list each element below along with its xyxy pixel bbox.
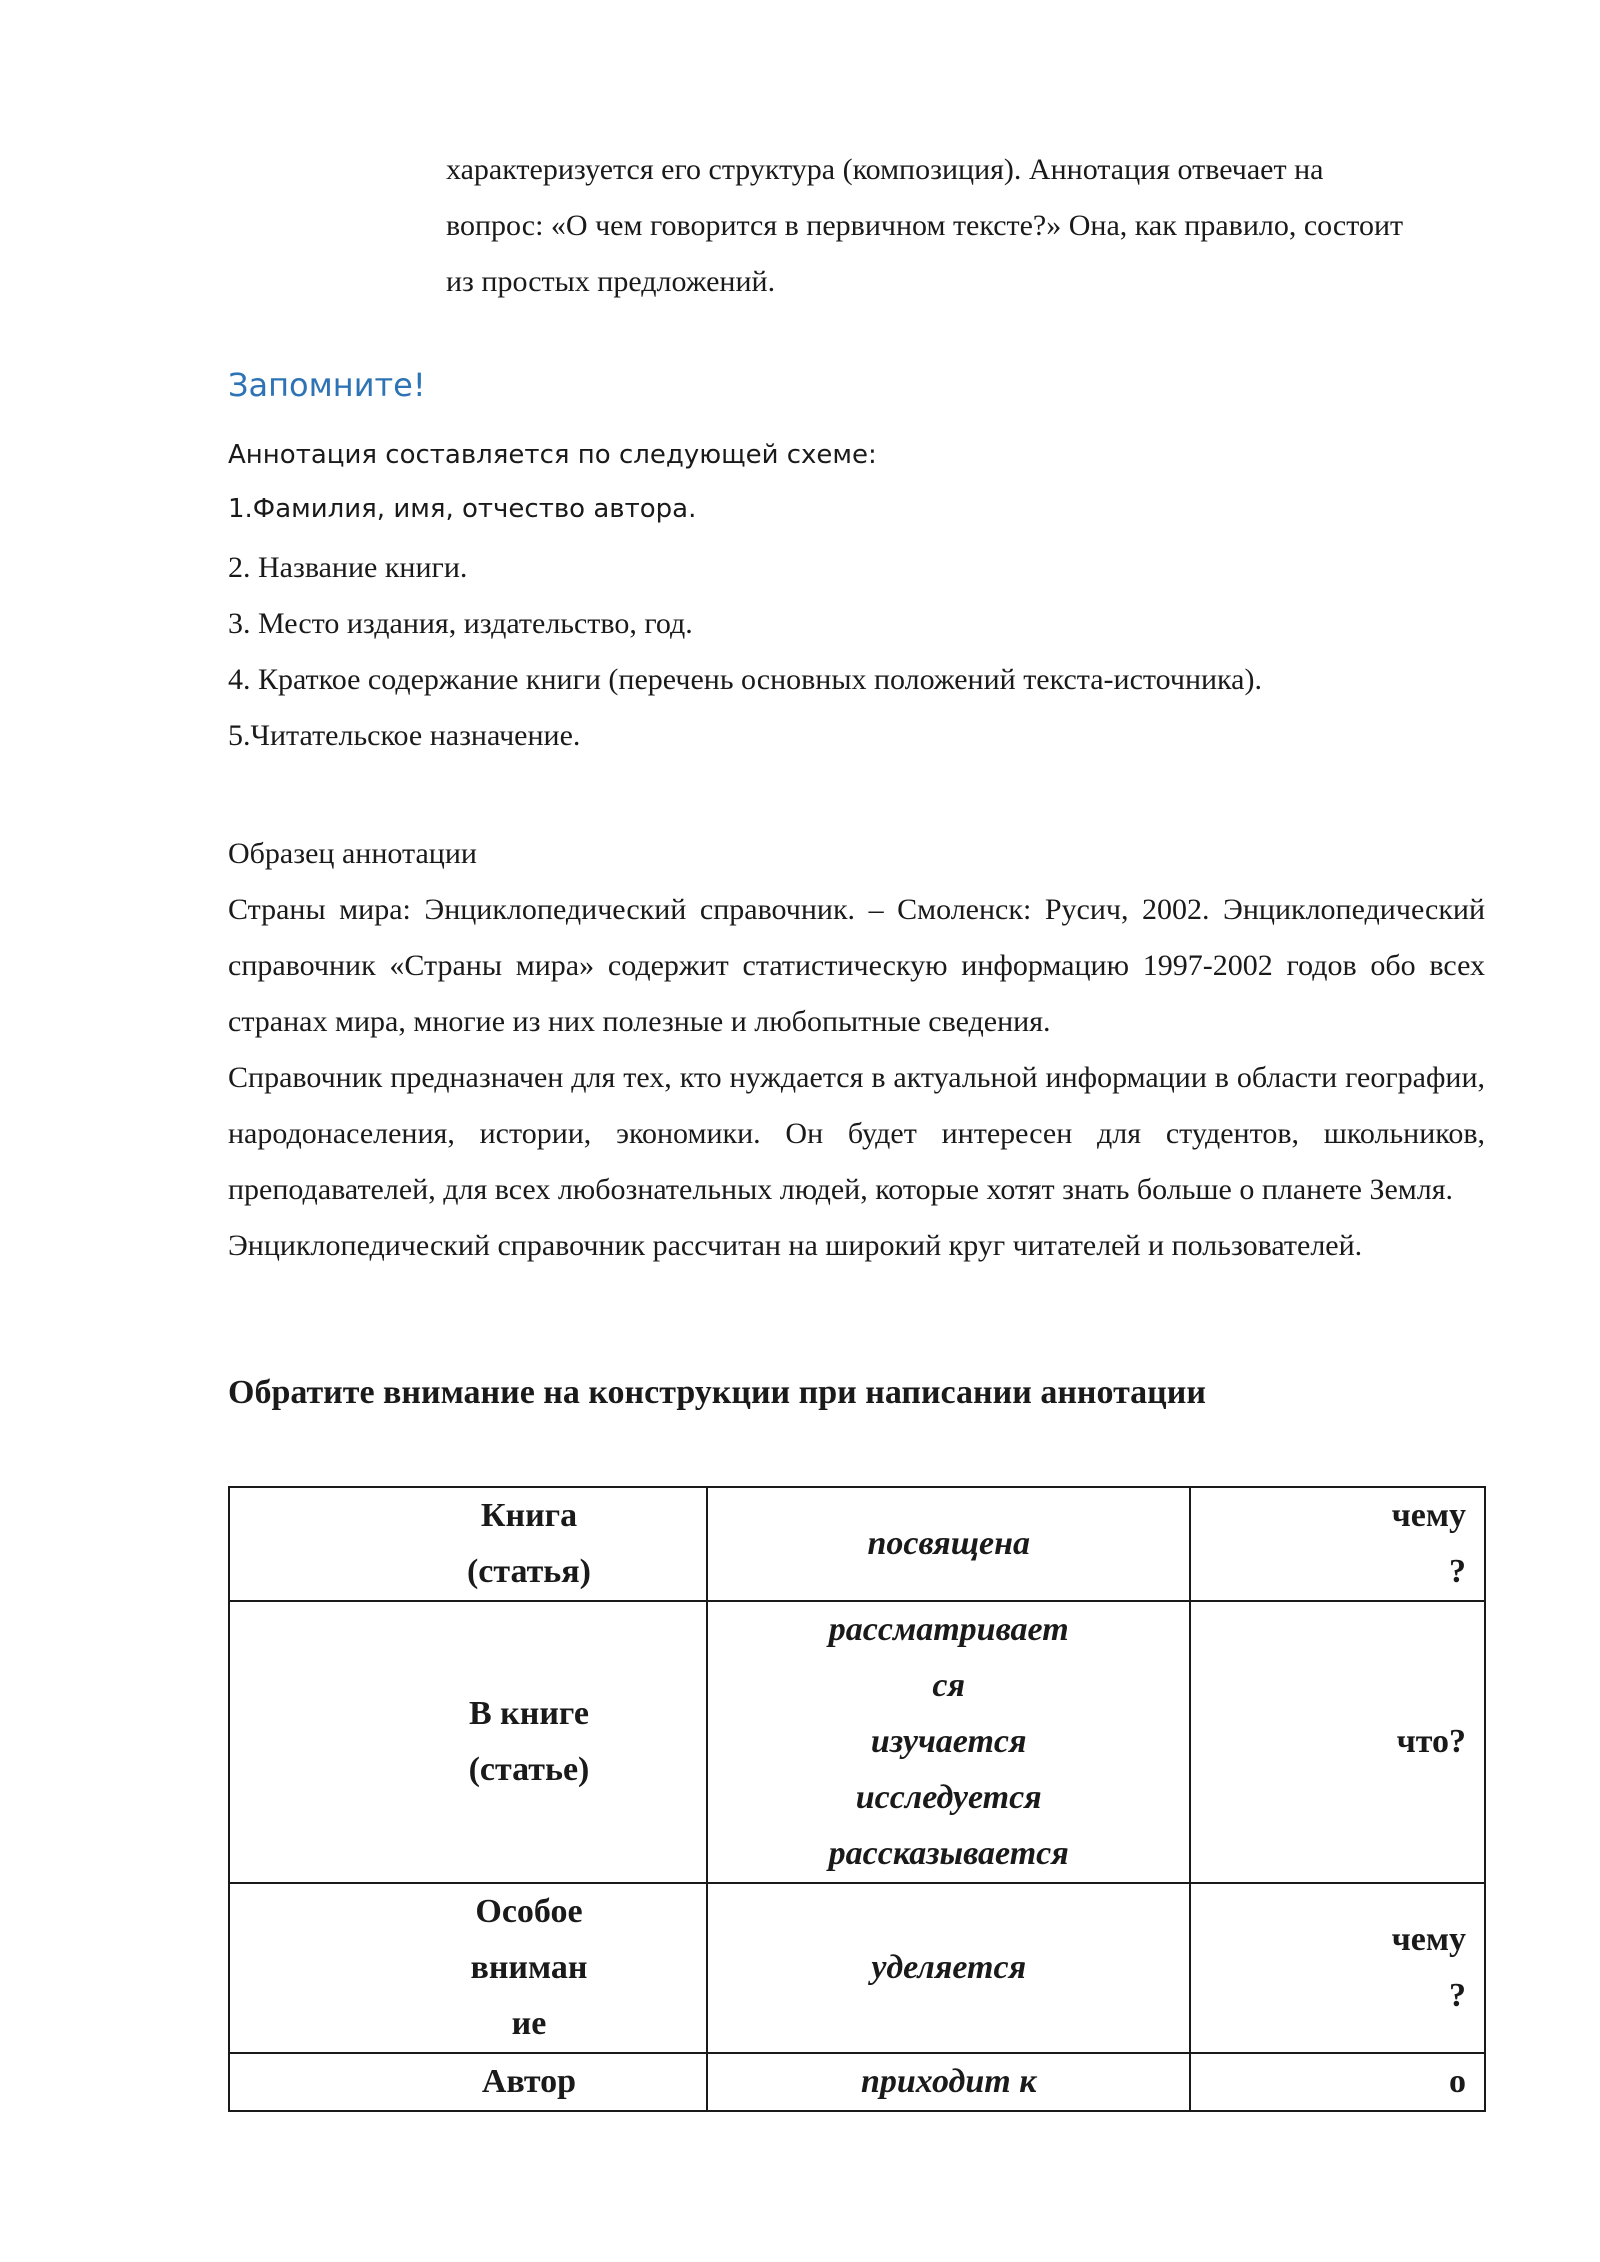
remember-heading: Запомните! xyxy=(228,366,426,404)
cell-line: приходит к xyxy=(860,2063,1037,2100)
scheme-item: 2. Название книги. xyxy=(228,551,468,584)
cell-line: что? xyxy=(1396,1723,1466,1760)
subject-cell xyxy=(229,2053,707,2111)
sample-paragraph: Энциклопедический справочник рассчитан на широкий круг читателей и пользователей. xyxy=(228,1229,1363,1262)
cell-line: рассказывается xyxy=(828,1835,1069,1872)
sample-paragraph: Справочник предназначен для тех, кто нуждается в актуальной информации в области географии, народонаселения, истории, экономики. Он будет интересен для студентов, школьников, преподавателей, для всех любознательных людей, которые хотят знать больше о планете Земля. xyxy=(228,1061,1485,1206)
question-cell xyxy=(1190,2053,1485,2111)
subject-cell xyxy=(229,1487,707,1601)
question-cell xyxy=(1190,1487,1485,1601)
intro-line: характеризуется его структура (композиция). Аннотация отвечает на xyxy=(446,153,1324,186)
table-row xyxy=(229,1601,1485,1883)
verb-cell xyxy=(707,1601,1190,1883)
cell-line: ся xyxy=(932,1667,966,1704)
scheme-intro: Аннотация составляется по следующей схеме: xyxy=(228,440,877,470)
scheme-item: 1.Фамилия, имя, отчество автора. xyxy=(228,494,697,524)
subject-cell xyxy=(229,1883,707,2053)
cell-line: чему xyxy=(1391,1497,1466,1534)
table-row xyxy=(229,1487,1485,1601)
cell-line: (статье) xyxy=(468,1751,590,1788)
table-row xyxy=(229,1883,1485,2053)
cell-line: ие xyxy=(511,2005,547,2042)
sample-paragraph: Страны мира: Энциклопедический справочник. – Смоленск: Русич, 2002. Энциклопедический справочник «Страны мира» содержит статистическую информацию 1997-2002 годов обо всех странах мира, многие из них полезные и любопытные сведения. xyxy=(228,893,1485,1038)
cell-line: чему xyxy=(1391,1921,1466,1958)
subject-cell xyxy=(229,1601,707,1883)
cell-line: Особое xyxy=(475,1893,583,1930)
verb-cell xyxy=(707,1883,1190,2053)
cell-line: Книга xyxy=(480,1497,578,1534)
question-cell xyxy=(1190,1601,1485,1883)
verb-cell xyxy=(707,2053,1190,2111)
cell-line: В книге xyxy=(468,1695,589,1732)
cell-line: рассматривает xyxy=(828,1611,1069,1648)
sample-annotation xyxy=(228,826,1485,1274)
cell-line: ? xyxy=(1449,1553,1466,1590)
table-row xyxy=(229,2053,1485,2111)
constructions-table xyxy=(228,1486,1486,2112)
scheme-item: 5.Читательское назначение. xyxy=(228,719,581,752)
intro-line: вопрос: «О чем говорится в первичном тексте?» Она, как правило, состоит xyxy=(446,209,1404,242)
intro-paragraph xyxy=(446,142,1486,310)
sample-caption: Образец аннотации xyxy=(228,837,477,870)
intro-line: из простых предложений. xyxy=(446,265,776,298)
cell-line: уделяется xyxy=(871,1949,1027,1986)
cell-line: изучается xyxy=(870,1723,1027,1760)
scheme-item: 4. Краткое содержание книги (перечень основных положений текста-источника). xyxy=(228,663,1262,696)
question-cell xyxy=(1190,1883,1485,2053)
cell-line: о xyxy=(1449,2063,1466,2100)
scheme-item: 3. Место издания, издательство, год. xyxy=(228,607,693,640)
cell-line: Автор xyxy=(481,2063,577,2100)
cell-line: посвящена xyxy=(867,1525,1030,1562)
scheme-list xyxy=(228,540,1262,764)
constructions-heading: Обратите внимание на конструкции при написании аннотации xyxy=(228,1374,1206,1411)
verb-cell xyxy=(707,1487,1190,1601)
cell-line: ? xyxy=(1449,1977,1466,2014)
cell-line: (статья) xyxy=(466,1553,591,1590)
cell-line: исследуется xyxy=(855,1779,1042,1816)
cell-line: вниман xyxy=(470,1949,588,1986)
